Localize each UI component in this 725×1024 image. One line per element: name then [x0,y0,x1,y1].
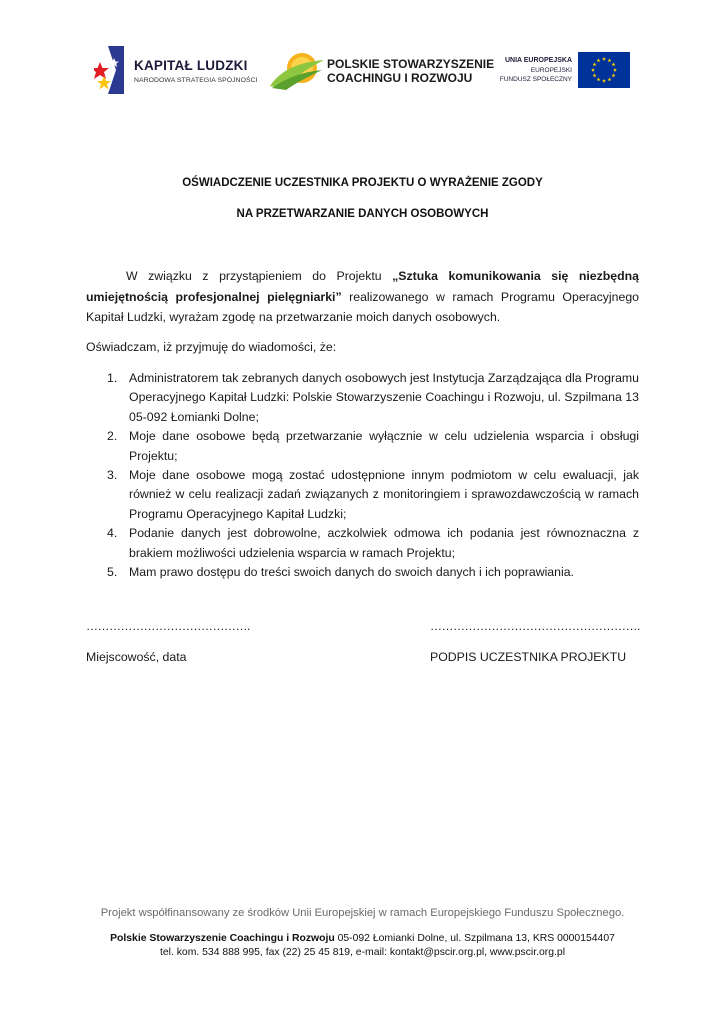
kapital-ludzki-emblem-icon [94,44,130,96]
list-item-number: 3. [107,468,118,483]
place-date-field[interactable]: ……………………………………. [86,619,250,633]
signature-field[interactable]: ………………………………………………. [430,619,640,633]
psc-logo [268,52,495,92]
kapital-ludzki-title: KAPITAŁ LUDZKI [134,58,248,73]
intro-paragraph [86,266,639,328]
kapital-ludzki-logo [94,44,264,96]
list-item-number: 5. [107,565,118,580]
eu-flag-icon [578,52,630,88]
list-item-text: Podanie danych jest dobrowolne, aczkolwiek odmowa ich podania jest równoznaczna z brakiem możliwości udzielenia wsparcia w ramach Projektu; [129,526,639,560]
document-title-line2: NA PRZETWARZANIE DANYCH OSOBOWYCH [236,208,489,220]
list-item-text: Mam prawo dostępu do treści swoich danych do swoich danych i ich poprawiania. [129,565,574,580]
footer-contact: tel. kom. 534 888 995, fax (22) 25 45 819, e-mail: kontakt@pscir.org.pl, www.pscir.org.pl [159,947,565,958]
intro-after: realizowanego w ramach Programu Operacyjnego Kapitał Ludzki, wyrażam zgodę na przetwarzanie moich danych osobowych. [86,289,639,324]
place-date-label: Miejscowość, data [86,650,187,664]
kapital-ludzki-subtitle: NARODOWA STRATEGIA SPÓJNOŚCI [134,77,258,84]
psc-name-line2: COACHINGU I ROZWOJU [327,71,473,85]
list-item-number: 2. [107,429,118,444]
eu-line2: EUROPEJSKI [530,67,572,74]
psc-name-line1: POLSKIE STOWARZYSZENIE [327,57,495,71]
cofinance-note: Projekt współfinansowany ze środków Unii Europejskiej w ramach Europejskiego Funduszu Społecznego. [100,907,625,919]
list-item-text: Administratorem tak zebranych danych osobowych jest Instytucja Zarządzająca dla Programu Operacyjnego Kapitał Ludzki: Polskie Stowarzyszenie Coachingu i Rozwoju, ul. Szpilmana 13 05-092 Łomianki Dolne; [129,371,639,424]
declaration-text: Oświadczam, iż przyjmuję do wiadomości, że: [86,340,337,354]
eu-logo [498,52,630,90]
list-item [86,427,639,466]
signature-label: PODPIS UCZESTNIKA PROJEKTU [430,650,627,664]
list-item-text: Moje dane osobowe mogą zostać udostępnione innym podmiotom w celu ewaluacji, jak również w celu realizacji zadań związanych z monitoringiem i sprawozdawczością w ramach Programu Operacyjnego Kapitał Ludzki; [129,468,639,521]
document-title-line1: OŚWIADCZENIE UCZESTNIKA PROJEKTU O WYRAŻENIE ZGODY [182,177,543,189]
eu-line3: FUNDUSZ SPOŁECZNY [499,76,572,83]
footer-org-address: 05-092 Łomianki Dolne, ul. Szpilmana 13, KRS 0000154407 [334,933,615,944]
list-item-number: 1. [107,371,118,385]
footer-org-name: Polskie Stowarzyszenie Coachingu i Rozwoju [110,933,335,944]
footer-organization [0,933,725,944]
eu-line1: UNIA EUROPEJSKA [504,57,572,64]
list-item [86,466,639,524]
intro-before: W związku z przystąpieniem do Projektu [126,269,393,283]
list-item [86,563,639,582]
psc-sun-icon [268,52,326,92]
list-item [86,369,639,427]
list-item-number: 4. [107,526,118,541]
list-item-text: Moje dane osobowe będą przetwarzanie wyłącznie w celu udzielenia wsparcia i obsługi Projektu; [129,429,639,463]
declaration-list [86,369,639,582]
list-item [86,524,639,563]
project-name: „Sztuka komunikowania się niezbędną umiejętnością profesjonalnej pielęgniarki” [86,269,639,304]
